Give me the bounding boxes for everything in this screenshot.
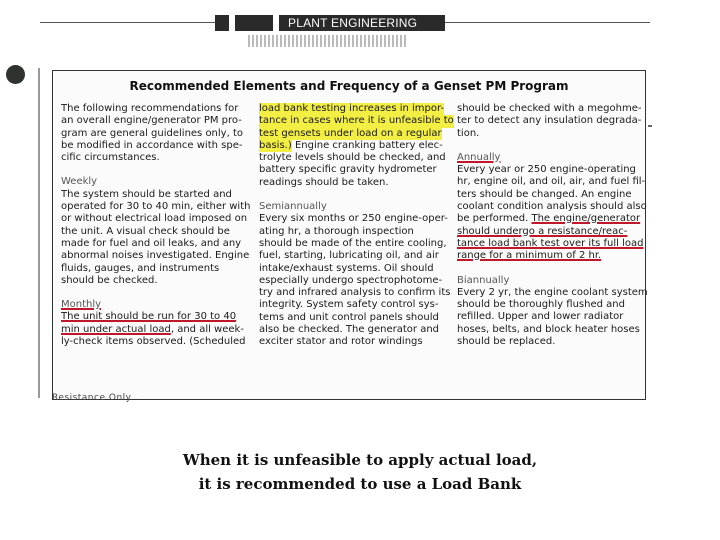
text-line: The system should be started and	[61, 188, 232, 200]
highlighted-text-line: basis.)	[259, 139, 292, 151]
text-line: or without electrical load imposed on	[61, 213, 248, 225]
underlined-text-line: range for a minimum of 2 hr.	[457, 250, 602, 262]
text-line: the unit. A visual check should be	[61, 225, 230, 237]
underlined-text-line: tance load bank test over its full load	[457, 237, 644, 249]
text-line	[61, 324, 245, 336]
bullet-dot-icon	[6, 65, 25, 84]
text-line: should be replaced.	[457, 336, 556, 348]
section-heading-semiannually: Semiannually	[259, 201, 327, 213]
text-line: tion.	[457, 127, 480, 139]
section-heading-biannually: Biannually	[457, 274, 510, 286]
caption-line-2: it is recommended to use a Load Bank	[198, 475, 522, 493]
publication-title: PLANT ENGINEERING	[288, 16, 418, 30]
text-line: Every six months or 250 engine-oper-	[259, 213, 448, 225]
scan-edge-line	[38, 68, 40, 398]
text-fragment: Engine cranking battery elec-	[291, 139, 443, 151]
slide-caption	[0, 448, 720, 496]
underlined-text-line: should undergo a resistance/reac-	[457, 225, 628, 237]
underlined-text: The engine/generator	[531, 213, 641, 225]
text-line: gram are general guidelines only, to	[61, 127, 243, 139]
scan-edge-mark	[648, 125, 652, 127]
text-line: especially undergo spectrophotome-	[259, 274, 443, 286]
text-line: hr, engine oil, and oil, air, and fuel fil-	[457, 176, 646, 188]
article-column-1	[61, 103, 251, 348]
text-line: should be made of the entire cooling,	[259, 237, 447, 249]
article-column-3	[457, 103, 648, 348]
article-title: Recommended Elements and Frequency of a Genset PM Program	[129, 79, 569, 93]
header-bar-tick	[273, 15, 279, 31]
text-line: battery specific gravity hydrometer	[259, 164, 437, 176]
text-line: The following recommendations for	[61, 103, 239, 114]
text-line: Every year or 250 engine-operating	[457, 164, 636, 176]
text-line: tems and unit control panels should	[259, 311, 439, 323]
text-line: refilled. Upper and lower radiator	[457, 311, 624, 323]
text-line: be modified in accordance with spe-	[61, 139, 243, 151]
section-heading-monthly: Monthly	[61, 299, 102, 311]
highlighted-text-line: test gensets under load on a regular	[259, 127, 442, 139]
text-line: abnormal noises investigated. Engine	[61, 250, 250, 262]
text-line: ating hr, a thorough inspection	[259, 225, 414, 237]
text-line: readings should be taken.	[259, 176, 389, 188]
text-line: ters should be changed. An engine	[457, 188, 632, 200]
section-heading-annually: Annually	[457, 151, 501, 163]
text-line: cific circumstances.	[61, 152, 160, 164]
text-line: ter to detect any insulation degrada-	[457, 115, 642, 127]
text-line: operated for 30 to 40 min, either with	[61, 201, 251, 213]
text-line: Every 2 yr, the engine coolant system	[457, 286, 648, 298]
text-line: hoses, belts, and block heater hoses	[457, 323, 640, 335]
header-bar-tick	[229, 15, 235, 31]
text-fragment: be performed.	[457, 213, 532, 225]
underlined-text: min under actual load	[61, 323, 171, 335]
text-line: should be thoroughly flushed and	[457, 299, 625, 311]
text-line: trolyte levels should be checked, and	[259, 152, 446, 164]
underlined-text-line: The unit should be run for 30 to 40	[61, 311, 237, 323]
header-barcode-stripe	[248, 35, 408, 47]
text-line: fluids, gauges, and instruments	[61, 262, 220, 274]
text-line: made for fuel and oil leaks, and any	[61, 237, 242, 249]
text-line: try and infrared analysis to confirm its	[259, 287, 451, 299]
text-line: should be checked.	[61, 274, 158, 286]
article-clipping	[52, 70, 646, 400]
text-line: should be checked with a megohme-	[457, 103, 642, 114]
text-line: coolant condition analysis should also	[457, 201, 647, 213]
article-column-2	[259, 103, 454, 349]
text-line: also be checked. The generator and	[259, 324, 440, 336]
text-line	[457, 213, 641, 225]
cut-off-text-fragment: Resistance Only...	[52, 393, 141, 403]
text-line: an overall engine/generator PM pro-	[61, 115, 242, 127]
text-line: ly-check items observed. (Scheduled	[61, 336, 246, 348]
text-fragment: , and all week-	[170, 323, 244, 335]
highlighted-text-line: tance in cases where it is unfeasible to	[259, 115, 454, 127]
text-line: exciter stator and rotor windings	[259, 336, 423, 348]
text-line: intake/exhaust systems. Oil should	[259, 262, 434, 274]
highlighted-text-line: load bank testing increases in impor-	[259, 103, 445, 114]
text-line: integrity. System safety control sys-	[259, 299, 439, 311]
section-heading-weekly: Weekly	[61, 176, 98, 188]
text-line: fuel, starting, lubricating oil, and air	[259, 250, 439, 262]
caption-line-1: When it is unfeasible to apply actual load,	[182, 451, 538, 469]
